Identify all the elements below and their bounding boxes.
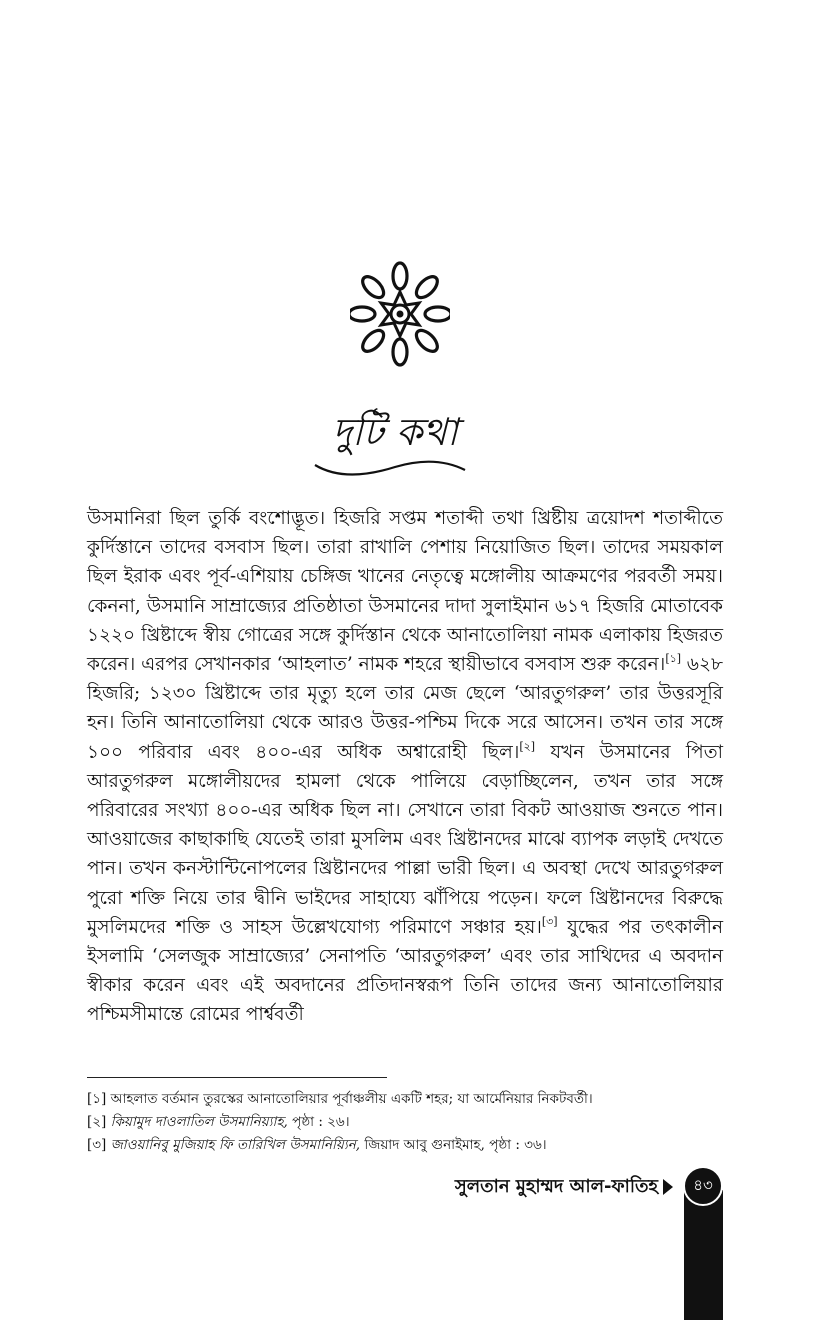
footnote-ref-3[interactable]: [৩] — [541, 914, 558, 928]
book-title: সুলতান মুহাম্মদ আল-ফাতিহ — [454, 1176, 658, 1197]
footnote-ref-1[interactable]: [১] — [665, 652, 682, 666]
page-tab — [684, 1190, 723, 1320]
footnote-2: [২] কিয়ামুদ দাওলাতিল উসমানিয়্যাহ, পৃষ্ঠা : ২৬। — [87, 1114, 350, 1130]
footnote-1: [১] আহলাত বর্তমান তুরস্কের আনাতোলিয়ার পূর্বাঞ্চলীয় একটি শহর; যা আর্মেনিয়ার নিকটবর্তী। — [87, 1091, 593, 1107]
footnote-ref-2[interactable]: [২] — [519, 739, 536, 753]
footnotes — [87, 1088, 727, 1157]
body-paragraph: উসমানিরা ছিল তুর্কি বংশোদ্ভূত। হিজরি সপ্তম শতাব্দী তথা খ্রিষ্টীয় ত্রয়োদশ শতাব্দীতে কুর্দিস্তানে তাদের বসবাস ছিল। তারা রাখালি পেশায় নিয়োজিত ছিল। তাদের সময়কাল ছিল ইরাক এবং পূর্ব-এশিয়ায় চেঙ্গিজ খানের নেতৃত্বে মঙ্গোলীয় আক্রমণের পরবর্তী সময়। কেননা, উসমানি সাম্রাজ্যের প্রতিষ্ঠাতা উসমানের দাদা সুলাইমান ৬১৭ হিজরি মোতাবেক ১২২০ খ্রিষ্টাব্দে স্বীয় গোত্রের সঙ্গে কুর্দিস্তান থেকে আনাতোলিয়া নামক এলাকায় হিজরত করেন। এরপর সেখানকার ‘আহলাত’ নামক শহরে স্থায়ীভাবে বসবাস শুরু করেন।[১] ৬২৮ হিজরি; ১২৩০ খ্রিষ্টাব্দে তার মৃত্যু হলে তার মেজ ছেলে ‘আরতুগরুল’ তার উত্তরসূরি হন। তিনি আনাতোলিয়া থেকে আরও উত্তর-পশ্চিম দিকে সরে আসেন। তখন তার সঙ্গে ১০০ পরিবার এবং ৪০০-এর অধিক অশ্বারোহী ছিল।[২] যখন উসমানের পিতা আরতুগরুল মঙ্গোলীয়দের হামলা থেকে পালিয়ে বেড়াচ্ছিলেন, তখন তার সঙ্গে পরিবারের সংখ্যা ৪০০-এর অধিক ছিল না। সেখানে তারা বিকট আওয়াজ শুনতে পান। আওয়াজের কাছাকাছি যেতেই তারা মুসলিম এবং খ্রিষ্টানদের মাঝে ব্যাপক লড়াই দেখতে পান। তখন কনস্টান্টিনোপলের খ্রিষ্টানদের পাল্লা ভারী ছিল। এ অবস্থা দেখে আরতুগরুল পুরো শক্তি নিয়ে তার দ্বীনি ভাইদের সাহায্যে ঝাঁপিয়ে পড়েন। ফলে খ্রিষ্টানদের বিরুদ্ধে মুসলিমদের শক্তি ও সাহস উল্লেখযোগ্য পরিমাণে সঞ্চার হয়।[৩] যুদ্ধের পর তৎকালীন ইসলামি ‘সেলজুক সাম্রাজ্যের’ সেনাপতি ‘আরতুগরুল’ এবং তার সাথিদের এ অবদান স্বীকার করেন এবং এই অবদানের প্রতিদানস্বরূপ তিনি তাদের জন্য আনাতোলিয়ার পশ্চিমসীমান্তে রোমের পার্শ্ববর্তী — [87, 508, 723, 1026]
footnote-3: [৩] জাওয়ানিবু মুজিয়াহ ফি তারিখিল উসমানিয়্যিন, জিয়াদ আবু গুনাইমাহ, পৃষ্ঠা : ৩৬। — [87, 1137, 547, 1153]
arrow-right-icon — [663, 1179, 673, 1195]
footnote-divider — [87, 1077, 387, 1078]
page-number: ৪৩ — [683, 1166, 723, 1206]
heading-text: দুটি কথা — [332, 410, 458, 454]
flower-ornament-icon — [350, 258, 450, 368]
chapter-heading — [305, 395, 485, 480]
